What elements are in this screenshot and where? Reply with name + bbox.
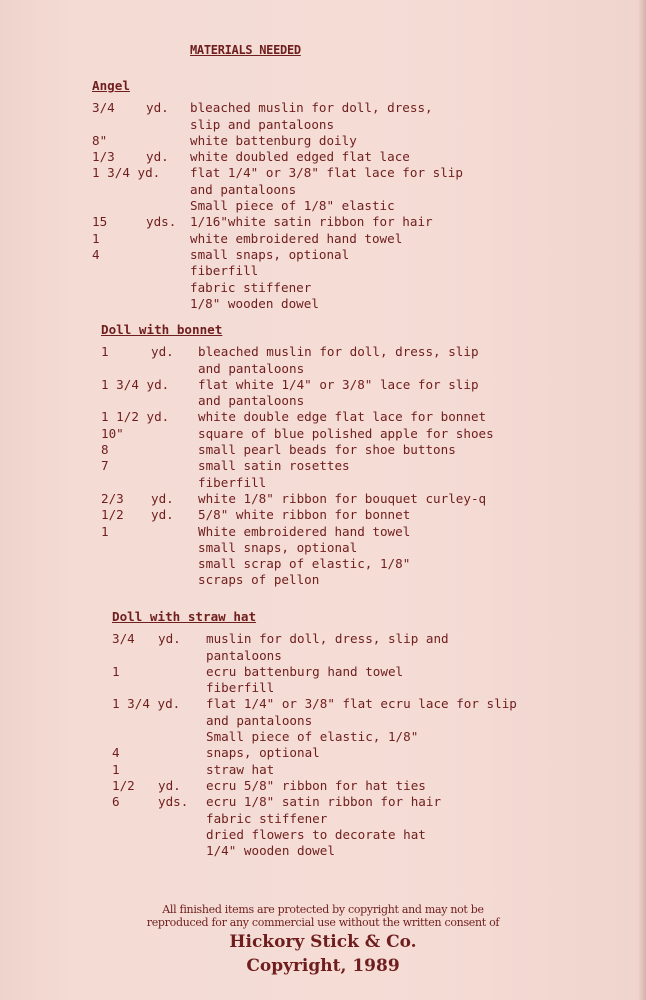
material-item xyxy=(112,826,426,843)
page-title: MATERIALS NEEDED xyxy=(190,43,301,57)
material-item xyxy=(112,761,275,778)
item-description: fiberfill xyxy=(190,263,259,279)
item-quantity: 1 3/4 yd. xyxy=(112,696,181,712)
item-quantity: 8" xyxy=(92,132,108,148)
item-description: slip and pantaloons xyxy=(190,116,335,132)
item-description: snaps, optional xyxy=(206,745,320,761)
item-description: small satin rosettes xyxy=(198,458,350,474)
item-quantity: 4 xyxy=(92,246,100,262)
item-quantity: 1 xyxy=(112,663,120,679)
section-angel xyxy=(92,78,463,312)
item-description: muslin for doll, dress, slip and xyxy=(206,631,449,647)
item-description: small snaps, optional xyxy=(198,539,358,555)
item-description: white double edge flat lace for bonnet xyxy=(198,409,487,425)
materials-list xyxy=(101,344,494,588)
item-description: bleached muslin for doll, dress, xyxy=(190,100,433,116)
material-item xyxy=(112,794,442,810)
material-item xyxy=(112,810,328,827)
item-description: small scrap of elastic, 1/8" xyxy=(198,556,411,572)
item-description: flat 1/4" or 3/8" flat lace for slip xyxy=(190,165,463,181)
item-description: fiberfill xyxy=(198,474,267,490)
item-quantity: 6 xyxy=(112,794,120,810)
item-description: pantaloons xyxy=(206,647,282,663)
item-description: Small piece of 1/8" elastic xyxy=(190,198,395,214)
copyright-notice-line: All finished items are protected by copyright and may not be xyxy=(162,903,484,916)
material-item xyxy=(101,360,305,377)
item-description: fabric stiffener xyxy=(206,810,328,826)
item-quantity: 10" xyxy=(101,425,124,441)
item-description: scraps of pellon xyxy=(198,572,320,588)
material-item xyxy=(112,696,517,712)
item-quantity: 1/3 xyxy=(92,149,115,165)
item-description: white 1/8" ribbon for bouquet curley-q xyxy=(198,490,487,506)
item-quantity: 4 xyxy=(112,745,120,761)
material-item xyxy=(112,647,282,664)
material-item xyxy=(92,198,395,214)
copyright-footer xyxy=(0,903,646,977)
item-quantity: 1 3/4 yd. xyxy=(92,165,161,181)
item-description: small snaps, optional xyxy=(190,246,350,262)
section-doll-with-straw-hat xyxy=(112,609,517,859)
material-item xyxy=(92,132,357,149)
item-description: flat 1/4" or 3/8" flat ecru lace for slip xyxy=(206,696,517,712)
item-description: straw hat xyxy=(206,761,275,777)
material-item xyxy=(92,149,410,165)
item-quantity: 1 xyxy=(101,523,109,539)
material-item xyxy=(101,393,305,409)
materials-list xyxy=(112,631,517,859)
material-item xyxy=(92,230,403,247)
material-item xyxy=(92,214,433,230)
item-description: fiberfill xyxy=(206,680,275,696)
item-description: ecru battenburg hand towel xyxy=(206,663,404,679)
item-description: fabric stiffener xyxy=(190,279,312,295)
item-description: white doubled edged flat lace xyxy=(190,149,410,165)
item-unit: yd. xyxy=(151,507,174,523)
item-unit: yd. xyxy=(146,149,169,165)
item-description: 1/8" wooden dowel xyxy=(190,295,319,311)
material-item xyxy=(112,663,404,680)
company-name: Hickory Stick & Co. xyxy=(229,932,417,952)
item-quantity: 2/3 xyxy=(101,490,124,506)
item-description: dried flowers to decorate hat xyxy=(206,826,426,842)
item-description: White embroidered hand towel xyxy=(198,523,411,539)
item-quantity: 1/2 xyxy=(112,777,135,793)
material-item xyxy=(112,777,426,794)
material-item xyxy=(101,442,456,458)
item-description: white battenburg doily xyxy=(190,132,357,148)
materials-list xyxy=(92,100,463,312)
item-description: 5/8" white ribbon for bonnet xyxy=(198,507,411,523)
item-quantity: 15 xyxy=(92,214,108,230)
section-heading: Angel xyxy=(92,78,130,93)
material-item xyxy=(101,474,267,491)
item-unit: yds. xyxy=(146,214,177,230)
material-item xyxy=(101,556,411,572)
item-description: Small piece of elastic, 1/8" xyxy=(206,729,419,745)
item-description: 1/16"white satin ribbon for hair xyxy=(190,214,433,230)
item-description: ecru 1/8" satin ribbon for hair xyxy=(206,794,442,810)
item-quantity: 1 xyxy=(112,761,120,777)
item-description: square of blue polished apple for shoes xyxy=(198,425,494,441)
section-doll-with-bonnet xyxy=(101,322,494,589)
item-quantity: 1/2 xyxy=(101,507,124,523)
item-quantity: 1 3/4 yd. xyxy=(101,376,170,392)
item-quantity: 1 xyxy=(101,344,109,360)
item-unit: yd. xyxy=(151,344,174,360)
material-item xyxy=(112,729,419,745)
material-item xyxy=(112,712,313,729)
material-item xyxy=(101,539,358,556)
material-item xyxy=(101,490,487,507)
item-unit: yds. xyxy=(158,794,189,810)
section-heading: Doll with bonnet xyxy=(101,322,223,337)
item-quantity: 3/4 xyxy=(112,631,135,647)
item-quantity: 1 xyxy=(92,230,100,246)
material-item xyxy=(101,409,487,425)
material-item xyxy=(92,116,335,133)
material-item xyxy=(101,425,494,442)
item-quantity: 7 xyxy=(101,458,109,474)
material-item xyxy=(112,631,449,647)
item-quantity: 8 xyxy=(101,442,109,458)
material-item xyxy=(92,165,463,181)
item-description: ecru 5/8" ribbon for hat ties xyxy=(206,777,426,793)
material-item xyxy=(92,263,259,279)
item-description: and pantaloons xyxy=(198,393,305,409)
item-description: bleached muslin for doll, dress, slip xyxy=(198,344,479,360)
item-description: white embroidered hand towel xyxy=(190,230,403,246)
material-item xyxy=(112,745,320,761)
item-description: and pantaloons xyxy=(206,712,313,728)
material-item xyxy=(92,246,350,263)
material-item xyxy=(92,279,312,296)
item-description: and pantaloons xyxy=(198,360,305,376)
item-description: 1/4" wooden dowel xyxy=(206,843,335,859)
item-unit: yd. xyxy=(151,490,174,506)
material-item xyxy=(92,100,433,116)
item-unit: yd. xyxy=(158,631,181,647)
material-item xyxy=(112,680,275,696)
material-item xyxy=(101,376,479,393)
copyright-year: Copyright, 1989 xyxy=(246,956,400,976)
item-description: and pantaloons xyxy=(190,181,297,197)
item-unit: yd. xyxy=(158,777,181,793)
item-description: small pearl beads for shoe buttons xyxy=(198,442,456,458)
material-item xyxy=(101,458,350,474)
item-description: flat white 1/4" or 3/8" lace for slip xyxy=(198,376,479,392)
item-quantity: 3/4 xyxy=(92,100,115,116)
material-item xyxy=(101,523,411,540)
material-item xyxy=(101,507,411,523)
item-unit: yd. xyxy=(146,100,169,116)
copyright-notice-line: reproduced for any commercial use without the written consent of xyxy=(146,916,500,929)
material-item xyxy=(92,181,297,198)
section-heading: Doll with straw hat xyxy=(112,609,257,624)
material-item xyxy=(101,344,479,360)
material-item xyxy=(101,572,320,588)
material-item xyxy=(112,843,335,859)
material-item xyxy=(92,295,319,312)
item-quantity: 1 1/2 yd. xyxy=(101,409,170,425)
